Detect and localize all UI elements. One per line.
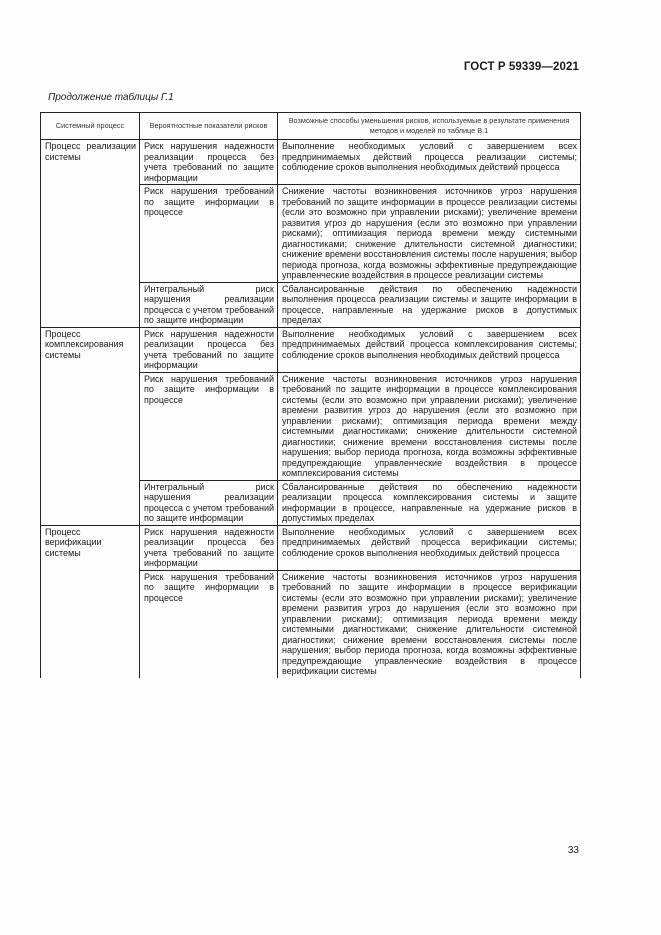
column-header-measures: Возможные способы уменьшения рисков, используемые в результате применения методов и моделей по таблице В.1	[278, 113, 581, 140]
measures-cell: Снижение частоты возникновения источников угроз нарушения требований по защите информации в процессе верификации системы (если это возможно при управлении рисками); увеличение времени развития угроз до нарушения (если это возможно при управлении рисками); оптимизация периода времени между системными диагностиками; снижение длительности системной диагностики; снижение времени восстановления системы после нарушения; выбор периода прогноза, когда возможны эффективные предупреждающие управленческие воздействия в процессе верификации системы	[278, 570, 581, 678]
measures-cell: Снижение частоты возникновения источников угроз нарушения требований по защите информации в процессе реализации системы (если это возможно при управлении рисками); увеличение времени развития угроз до нарушения (если это возможно при управлении рисками); оптимизация периода времени между системными диагностиками; снижение длительности системной диагностики; снижение времени восстановления системы после нарушения; выбор периода прогноза, когда возможны эффективные предупреждающие управленческие воздействия в процессе реализации системы	[278, 185, 581, 283]
risk-cell: Интегральный риск нарушения реализации процесса с учетом требований по защите информации	[140, 282, 278, 327]
process-cell: Процесс верификации системы	[41, 525, 140, 678]
risk-cell: Риск нарушения требований по защите информации в процессе	[140, 185, 278, 283]
process-cell: Процесс реализации системы	[41, 140, 140, 328]
measures-cell: Выполнение необходимых условий с завершением всех предпринимаемых действий процесса верификации системы; соблюдение сроков выполнения необходимых действий процесса	[278, 525, 581, 570]
risk-cell: Риск нарушения надежности реализации процесса без учета требований по защите информации	[140, 140, 278, 185]
risk-cell: Риск нарушения требований по защите информации в процессе	[140, 372, 278, 480]
table-row	[41, 140, 581, 185]
risk-table	[40, 112, 581, 678]
table-header-row	[41, 113, 581, 140]
measures-cell: Снижение частоты возникновения источников угроз нарушения требований по защите информации в процессе комплексирования системы (если это возможно при управлении рисками); увеличение времени развития угроз до нарушения (если это возможно при управлении рисками); оптимизация периода времени между системными диагностиками; снижение длительности системной диагностики; снижение времени восстановления системы после нарушения; выбор периода прогноза, когда возможны эффективные предупреждающие управленческие воздействия в процессе комплексирования системы	[278, 372, 581, 480]
measures-cell: Выполнение необходимых условий с завершением всех предпринимаемых действий процесса реализации системы; соблюдение сроков выполнения необходимых действий процесса	[278, 140, 581, 185]
measures-cell: Сбалансированные действия по обеспечению надежности выполнения процесса реализации системы и защите информации в процессе, направленные на удержание рисков в допустимых пределах	[278, 282, 581, 327]
measures-cell: Сбалансированные действия по обеспечению надежности реализации процесса комплексирования системы и защите информации в процессе, направленные на удержание рисков в допустимых пределах	[278, 480, 581, 525]
table-row	[41, 525, 581, 570]
risk-cell: Риск нарушения требований по защите информации в процессе	[140, 570, 278, 678]
standard-designation: ГОСТ Р 59339—2021	[463, 61, 579, 73]
process-cell: Процесс комплексирования системы	[41, 327, 140, 525]
column-header-risk: Вероятностные показатели рисков	[140, 113, 278, 140]
page-number: 33	[567, 845, 579, 856]
table-caption: Продолжение таблицы Г.1	[48, 92, 174, 103]
column-header-process: Системный процесс	[41, 113, 140, 140]
risk-cell: Интегральный риск нарушения реализации процесса с учетом требований по защите информации	[140, 480, 278, 525]
risk-cell: Риск нарушения надежности реализации процесса без учета требований по защите информации	[140, 525, 278, 570]
table-row	[41, 327, 581, 372]
risk-cell: Риск нарушения надежности реализации процесса без учета требований по защите информации	[140, 327, 278, 372]
measures-cell: Выполнение необходимых условий с завершением всех предпринимаемых действий процесса комплексирования системы; соблюдение сроков выполнения необходимых действий процесса	[278, 327, 581, 372]
